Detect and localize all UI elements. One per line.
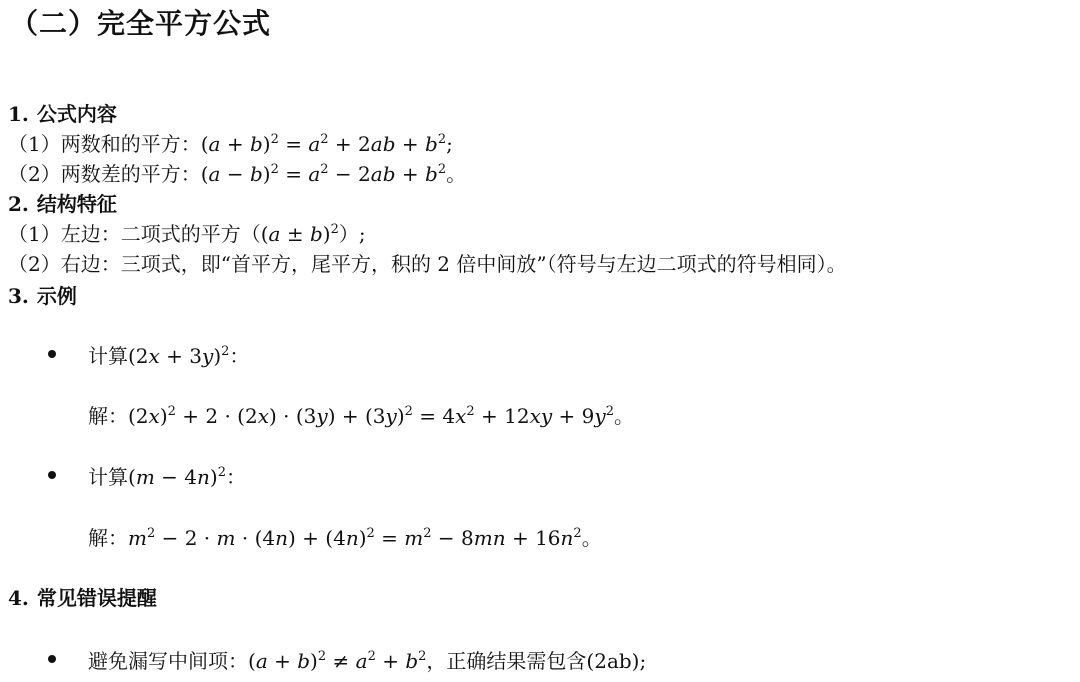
example2-expression: $(m - 4n)^2$：: [128, 465, 246, 489]
example1-label: 计算: [88, 344, 128, 368]
page-title: （二）完全平方公式: [10, 7, 272, 40]
example1-question: [88, 340, 249, 369]
example1-solution: [88, 400, 634, 429]
example1-solution-expression: $(2x)^2 + 2 \cdot (2x) \cdot (3y) + (3y)^2 = 4x^2 + 12xy + 9y^2$。: [128, 404, 634, 428]
example2-label: 计算: [88, 465, 128, 489]
formula-sum-expression: $(a + b)^2 = a^2 + 2ab + b^2$;: [200, 132, 453, 156]
structure-right-side: （2）右边：三项式，即“首平方，尾平方，积的 2 倍中间放”（符号与左边二项式的符号相同）。: [8, 252, 847, 276]
example2-solution-expression: $m^2 - 2 \cdot m \cdot (4n) + (4n)^2 = m^2 - 8mn + 16n^2$。: [128, 526, 602, 550]
section-heading-examples: [8, 280, 77, 309]
bullet-icon: [48, 655, 56, 663]
example2-question: [88, 461, 246, 490]
mistake-tip-middle: ，正确结果需包含: [426, 649, 587, 673]
structure-left-suffix: ）;: [338, 222, 366, 246]
mistake-tip-1: [88, 645, 646, 674]
formula-sum-square: [8, 128, 453, 157]
solution-label: 解：: [88, 526, 128, 550]
example2-solution: [88, 522, 602, 551]
section-title: 结构特征: [36, 192, 117, 216]
bullet-icon: [48, 471, 56, 479]
section-number: 2.: [8, 192, 29, 216]
section-heading-structure: [8, 188, 117, 217]
section-heading-formula: [8, 98, 117, 127]
section-title: 示例: [36, 284, 77, 308]
section-number: 3.: [8, 284, 29, 308]
bullet-icon: [48, 350, 56, 358]
example1-expression: $(2x + 3y)^2$：: [128, 344, 250, 368]
formula-sum-label: （1）两数和的平方：: [8, 132, 201, 156]
solution-label: 解：: [88, 404, 128, 428]
section-number: 4.: [8, 586, 29, 610]
formula-difference-label: （2）两数差的平方：: [8, 162, 201, 186]
structure-left-label: （1）左边：二项式的平方（: [8, 222, 261, 246]
section-number: 1.: [8, 102, 29, 126]
binomial-square-expression: $(a \pm b)^2$: [260, 222, 339, 246]
formula-difference-expression: $(a - b)^2 = a^2 - 2ab + b^2$。: [200, 162, 467, 186]
section-heading-mistakes: [8, 582, 157, 611]
formula-difference-square: [8, 158, 466, 187]
mistake-inequality-expression: $(a + b)^2 \ne a^2 + b^2$: [248, 649, 427, 673]
section-title: 常见错误提醒: [36, 586, 157, 610]
structure-left-side: [8, 218, 366, 247]
mistake-tip-label: 避免漏写中间项：: [88, 649, 248, 673]
section-title: 公式内容: [36, 102, 117, 126]
mistake-tip-suffix: (2ab);: [586, 649, 647, 673]
